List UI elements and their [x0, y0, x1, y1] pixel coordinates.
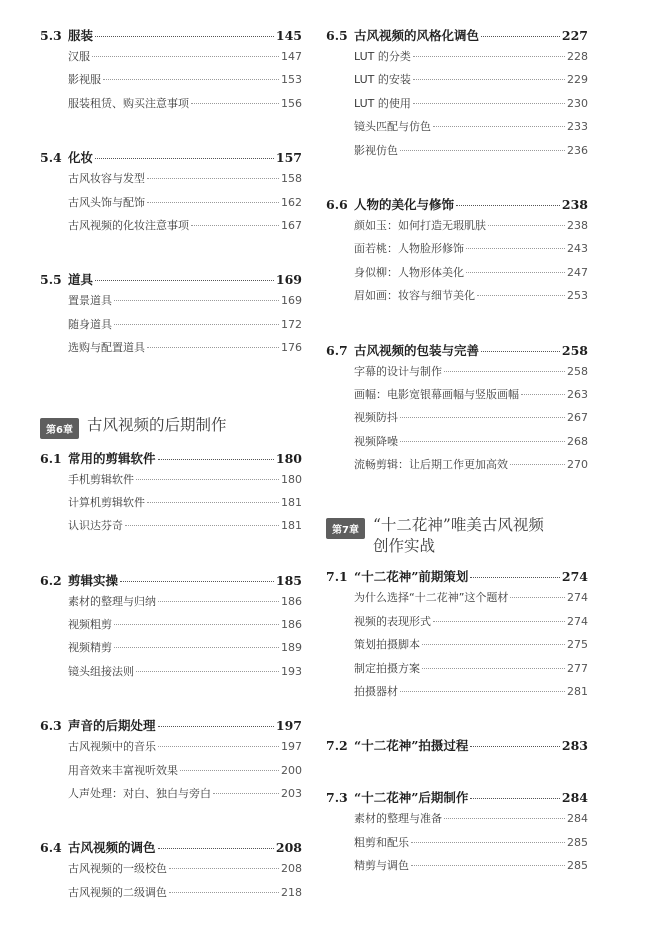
- section-title: 剪辑实操: [68, 572, 119, 588]
- toc-left-column: [40, 26, 302, 937]
- entry-page-number: 229: [567, 73, 588, 87]
- entry-title: 视频防抖: [354, 411, 398, 425]
- toc-section: [40, 571, 302, 687]
- entry-title: 影视服: [68, 73, 101, 87]
- toc-section: [326, 736, 588, 758]
- dot-leader: [444, 818, 565, 819]
- section-page-number: 238: [561, 196, 588, 212]
- toc-section: [40, 26, 302, 118]
- section-heading[interactable]: [326, 341, 588, 363]
- section-heading[interactable]: [40, 26, 302, 48]
- toc-entry[interactable]: [326, 264, 588, 287]
- section-title: 古风视频的风格化调色: [354, 28, 480, 43]
- section-number: 6.7: [326, 342, 348, 358]
- toc-entry[interactable]: [326, 118, 588, 141]
- entry-page-number: 268: [567, 434, 588, 448]
- toc-entry[interactable]: [326, 636, 588, 659]
- section-page-number: 169: [275, 272, 302, 288]
- entry-title: 置景道具: [68, 294, 112, 308]
- entry-title: 视频精剪: [68, 641, 112, 655]
- dot-leader: [147, 178, 279, 179]
- toc-entry[interactable]: [40, 339, 302, 362]
- dot-leader: [413, 56, 565, 57]
- dot-leader: [411, 865, 565, 866]
- toc-entry[interactable]: [326, 456, 588, 479]
- toc-entry[interactable]: [40, 471, 302, 494]
- section-page-number: 208: [275, 840, 302, 856]
- entry-title: 身似柳：人物形体美化: [354, 265, 464, 279]
- entry-page-number: 270: [567, 458, 588, 472]
- toc-entry[interactable]: [326, 363, 588, 386]
- section-title: “十二花神”前期策划: [354, 569, 469, 585]
- entry-page-number: 186: [281, 594, 302, 608]
- dot-leader: [456, 205, 560, 206]
- toc-entry[interactable]: [40, 738, 302, 761]
- entry-page-number: 176: [281, 341, 302, 355]
- toc-entry[interactable]: [40, 316, 302, 339]
- toc-entry[interactable]: [40, 194, 302, 217]
- section-page-number: 157: [275, 150, 302, 166]
- section-title: 古风视频的调色: [68, 840, 156, 856]
- toc-entry[interactable]: [326, 142, 588, 165]
- entry-title: 汉服: [68, 50, 90, 63]
- toc-entry[interactable]: [40, 785, 302, 808]
- dot-leader: [147, 502, 279, 503]
- section-heading[interactable]: [40, 449, 302, 471]
- entry-page-number: 153: [281, 73, 302, 87]
- toc-entry[interactable]: [326, 217, 588, 240]
- toc-entry[interactable]: [326, 95, 588, 118]
- entry-page-number: 203: [281, 787, 302, 801]
- toc-entry[interactable]: [40, 860, 302, 883]
- entry-page-number: 186: [281, 618, 302, 632]
- section-number: 6.2: [40, 572, 62, 588]
- toc-section: [40, 838, 302, 907]
- section-page-number: 274: [561, 569, 588, 585]
- section-number: 6.1: [40, 450, 62, 466]
- entry-title: 镜头匹配与仿色: [354, 120, 431, 134]
- entry-page-number: 253: [567, 289, 588, 303]
- dot-leader: [466, 272, 565, 273]
- dot-leader: [444, 371, 565, 372]
- entry-page-number: 275: [567, 638, 588, 652]
- toc-entry[interactable]: [40, 517, 302, 540]
- dot-leader: [147, 202, 279, 203]
- toc-entry[interactable]: [326, 857, 588, 880]
- section-group-ch6-cont: [326, 26, 588, 479]
- entry-title: 古风视频的一级校色: [68, 862, 167, 876]
- entry-page-number: 169: [281, 294, 302, 308]
- entry-title: 眉如画：妆容与细节美化: [354, 289, 475, 303]
- section-heading[interactable]: [40, 270, 302, 292]
- toc-entry[interactable]: [326, 433, 588, 456]
- section-page-number: 180: [275, 450, 302, 466]
- toc-entry[interactable]: [40, 762, 302, 785]
- section-heading[interactable]: [40, 571, 302, 593]
- toc-section: [326, 341, 588, 480]
- dot-leader: [470, 798, 560, 799]
- entry-title: 手机剪辑软件: [68, 472, 134, 486]
- entry-title: LUT 的分类: [354, 50, 411, 63]
- dot-leader: [400, 691, 565, 692]
- dot-leader: [158, 726, 274, 727]
- dot-leader: [411, 842, 565, 843]
- toc-section: [40, 270, 302, 362]
- toc-entry[interactable]: [40, 292, 302, 315]
- entry-page-number: 267: [567, 411, 588, 425]
- entry-title: 粗剪和配乐: [354, 835, 409, 849]
- entry-page-number: 189: [281, 641, 302, 655]
- dot-leader: [477, 295, 565, 296]
- section-heading[interactable]: [326, 567, 588, 589]
- section-page-number: 145: [275, 28, 302, 43]
- toc-entry[interactable]: [326, 810, 588, 833]
- section-title: 道具: [68, 272, 94, 288]
- entry-page-number: 200: [281, 763, 302, 777]
- section-title: “十二花神”后期制作: [354, 790, 469, 806]
- dot-leader: [422, 668, 565, 669]
- dot-leader: [114, 300, 279, 301]
- entry-page-number: 238: [567, 218, 588, 232]
- dot-leader: [114, 624, 279, 625]
- entry-title: 视频的表现形式: [354, 614, 431, 628]
- entry-page-number: 274: [567, 591, 588, 605]
- section-heading[interactable]: [326, 26, 588, 48]
- entry-title: 拍摄器材: [354, 685, 398, 699]
- section-number: 7.3: [326, 790, 348, 806]
- dot-leader: [481, 351, 560, 352]
- chapter-title: [373, 515, 544, 557]
- dot-leader: [158, 746, 279, 747]
- entry-title: 视频粗剪: [68, 618, 112, 632]
- entry-title: LUT 的使用: [354, 96, 411, 110]
- toc-entry[interactable]: [326, 409, 588, 432]
- toc-entry[interactable]: [40, 884, 302, 907]
- entry-page-number: 228: [567, 50, 588, 63]
- dot-leader: [191, 225, 279, 226]
- section-title: 常用的剪辑软件: [68, 450, 156, 466]
- dot-leader: [158, 848, 274, 849]
- section-title: 服装: [68, 28, 94, 43]
- dot-leader: [466, 248, 565, 249]
- dot-leader: [213, 793, 279, 794]
- entry-page-number: 230: [567, 96, 588, 110]
- toc-entry[interactable]: [326, 48, 588, 71]
- dot-leader: [191, 103, 279, 104]
- chapter-6-heading[interactable]: [40, 415, 302, 439]
- section-number: 6.4: [40, 840, 62, 856]
- toc-entry[interactable]: [40, 616, 302, 639]
- section-title: 化妆: [68, 150, 94, 166]
- entry-title: 计算机剪辑软件: [68, 495, 145, 509]
- dot-leader: [488, 225, 565, 226]
- entry-title: 制定拍摄方案: [354, 661, 420, 675]
- entry-page-number: 243: [567, 242, 588, 256]
- toc-section: [326, 26, 588, 165]
- dot-leader: [413, 79, 565, 80]
- entry-title: 人声处理：对白、独白与旁白: [68, 787, 211, 801]
- section-heading[interactable]: [40, 716, 302, 738]
- dot-leader: [136, 671, 279, 672]
- dot-leader: [400, 441, 565, 442]
- entry-page-number: 284: [567, 812, 588, 826]
- entry-page-number: 277: [567, 661, 588, 675]
- entry-title: 素材的整理与归纳: [68, 594, 156, 608]
- entry-page-number: 285: [567, 835, 588, 849]
- entry-title: 古风头饰与配饰: [68, 195, 145, 209]
- entry-page-number: 218: [281, 885, 302, 899]
- toc-section: [326, 195, 588, 311]
- entry-page-number: 147: [281, 50, 302, 63]
- toc-section: [326, 567, 588, 706]
- section-title: 声音的后期处理: [68, 718, 156, 734]
- section-number: 6.3: [40, 718, 62, 734]
- section-page-number: 284: [561, 790, 588, 806]
- dot-leader: [481, 36, 560, 37]
- entry-page-number: 158: [281, 172, 302, 186]
- section-page-number: 227: [561, 28, 588, 43]
- dot-leader: [470, 577, 560, 578]
- section-number: 5.4: [40, 150, 62, 166]
- dot-leader: [103, 79, 279, 80]
- toc-entry[interactable]: [40, 71, 302, 94]
- entry-page-number: 208: [281, 862, 302, 876]
- entry-page-number: 236: [567, 143, 588, 157]
- chapter-7-heading[interactable]: [326, 515, 588, 557]
- toc-entry[interactable]: [326, 386, 588, 409]
- entry-page-number: 285: [567, 859, 588, 873]
- section-number: 7.1: [326, 569, 348, 585]
- section-number: 7.2: [326, 738, 348, 754]
- section-title: 古风视频的包装与完善: [354, 342, 480, 358]
- toc-section: [326, 788, 588, 880]
- toc-entry[interactable]: [326, 287, 588, 310]
- dot-leader: [92, 56, 279, 57]
- section-title: “十二花神”拍摄过程: [354, 738, 469, 754]
- entry-title: 古风视频中的音乐: [68, 740, 156, 754]
- section-heading[interactable]: [40, 148, 302, 170]
- entry-title: 视频降噪: [354, 434, 398, 448]
- entry-page-number: 197: [281, 740, 302, 754]
- section-number: 6.5: [326, 28, 348, 43]
- entry-title: 影视仿色: [354, 143, 398, 157]
- dot-leader: [169, 868, 279, 869]
- toc-entry[interactable]: [40, 593, 302, 616]
- section-number: 5.5: [40, 272, 62, 288]
- toc-section: [40, 716, 302, 808]
- dot-leader: [400, 150, 565, 151]
- chapter-badge: 第6章: [40, 418, 79, 439]
- entry-title: 流畅剪辑：让后期工作更加高效: [354, 458, 508, 472]
- dot-leader: [95, 36, 274, 37]
- entry-page-number: 193: [281, 664, 302, 678]
- entry-title: 古风视频的二级调色: [68, 885, 167, 899]
- toc-entry[interactable]: [40, 639, 302, 662]
- entry-title: 面若桃：人物脸形修饰: [354, 242, 464, 256]
- toc-entry[interactable]: [326, 240, 588, 263]
- section-title: 人物的美化与修饰: [354, 196, 455, 212]
- section-group-ch5: [40, 26, 302, 363]
- entry-title: 画幅：电影宽银幕画幅与竖版画幅: [354, 387, 519, 401]
- toc-entry[interactable]: [326, 613, 588, 636]
- section-page-number: 258: [561, 342, 588, 358]
- entry-page-number: 180: [281, 472, 302, 486]
- dot-leader: [433, 126, 565, 127]
- entry-page-number: 156: [281, 96, 302, 110]
- toc-entry[interactable]: [326, 834, 588, 857]
- dot-leader: [120, 581, 274, 582]
- section-page-number: 185: [275, 572, 302, 588]
- dot-leader: [422, 644, 565, 645]
- toc-entry[interactable]: [40, 217, 302, 240]
- chapter-title-line: 创作实战: [372, 537, 435, 556]
- section-heading[interactable]: [326, 195, 588, 217]
- entry-page-number: 263: [567, 387, 588, 401]
- section-heading[interactable]: [326, 788, 588, 810]
- dot-leader: [433, 621, 565, 622]
- entry-title: 为什么选择“十二花神”这个题材: [354, 591, 509, 605]
- entry-title: 服装租赁、购买注意事项: [68, 96, 189, 110]
- chapter-title-line: “十二花神”唯美古风视频: [372, 516, 544, 535]
- dot-leader: [114, 647, 279, 648]
- dot-leader: [136, 479, 279, 480]
- entry-title: 古风视频的化妆注意事项: [68, 218, 189, 232]
- toc-section: [40, 148, 302, 240]
- dot-leader: [510, 597, 565, 598]
- dot-leader: [125, 525, 279, 526]
- dot-leader: [147, 347, 279, 348]
- entry-page-number: 274: [567, 614, 588, 628]
- section-heading[interactable]: [40, 838, 302, 860]
- section-heading[interactable]: [326, 736, 588, 758]
- entry-title: 颜如玉：如何打造无瑕肌肤: [354, 218, 486, 232]
- entry-page-number: 258: [567, 364, 588, 378]
- dot-leader: [158, 459, 274, 460]
- toc-entry[interactable]: [40, 663, 302, 686]
- section-page-number: 197: [275, 718, 302, 734]
- dot-leader: [158, 601, 279, 602]
- toc-entry[interactable]: [326, 71, 588, 94]
- dot-leader: [169, 892, 279, 893]
- section-number: 5.3: [40, 28, 62, 43]
- entry-page-number: 181: [281, 495, 302, 509]
- entry-page-number: 281: [567, 685, 588, 699]
- entry-title: 随身道具: [68, 317, 112, 331]
- toc-entry[interactable]: [40, 95, 302, 118]
- toc-entry[interactable]: [40, 170, 302, 193]
- dot-leader: [521, 394, 565, 395]
- entry-page-number: 233: [567, 120, 588, 134]
- dot-leader: [95, 158, 274, 159]
- entry-title: 精剪与调色: [354, 859, 409, 873]
- entry-page-number: 162: [281, 195, 302, 209]
- entry-title: LUT 的安装: [354, 73, 411, 87]
- section-group-ch7: [326, 567, 588, 880]
- entry-page-number: 172: [281, 317, 302, 331]
- toc-section: [40, 449, 302, 541]
- entry-title: 选购与配置道具: [68, 341, 145, 355]
- entry-title: 素材的整理与准备: [354, 812, 442, 826]
- entry-title: 认识达芬奇: [68, 519, 123, 533]
- toc-entry[interactable]: [326, 660, 588, 683]
- chapter-title: [87, 415, 227, 436]
- dot-leader: [180, 770, 279, 771]
- entry-title: 镜头组接法则: [68, 664, 134, 678]
- entry-title: 古风妆容与发型: [68, 172, 145, 186]
- toc-right-column: [326, 26, 588, 911]
- section-group-ch6: [40, 449, 302, 908]
- entry-page-number: 247: [567, 265, 588, 279]
- entry-title: 字幕的设计与制作: [354, 364, 442, 378]
- dot-leader: [413, 103, 565, 104]
- chapter-title-line: 古风视频的后期制作: [86, 415, 227, 434]
- entry-page-number: 167: [281, 218, 302, 232]
- entry-title: 用音效来丰富视听效果: [68, 763, 178, 777]
- dot-leader: [400, 417, 565, 418]
- entry-page-number: 181: [281, 519, 302, 533]
- dot-leader: [114, 324, 279, 325]
- toc-entry[interactable]: [40, 48, 302, 71]
- toc-entry[interactable]: [326, 589, 588, 612]
- dot-leader: [470, 746, 560, 747]
- toc-entry[interactable]: [40, 494, 302, 517]
- dot-leader: [510, 464, 565, 465]
- chapter-badge: 第7章: [326, 518, 365, 539]
- section-number: 6.6: [326, 196, 348, 212]
- entry-title: 策划拍摄脚本: [354, 638, 420, 652]
- toc-entry[interactable]: [326, 683, 588, 706]
- dot-leader: [95, 280, 274, 281]
- section-page-number: 283: [561, 738, 588, 754]
